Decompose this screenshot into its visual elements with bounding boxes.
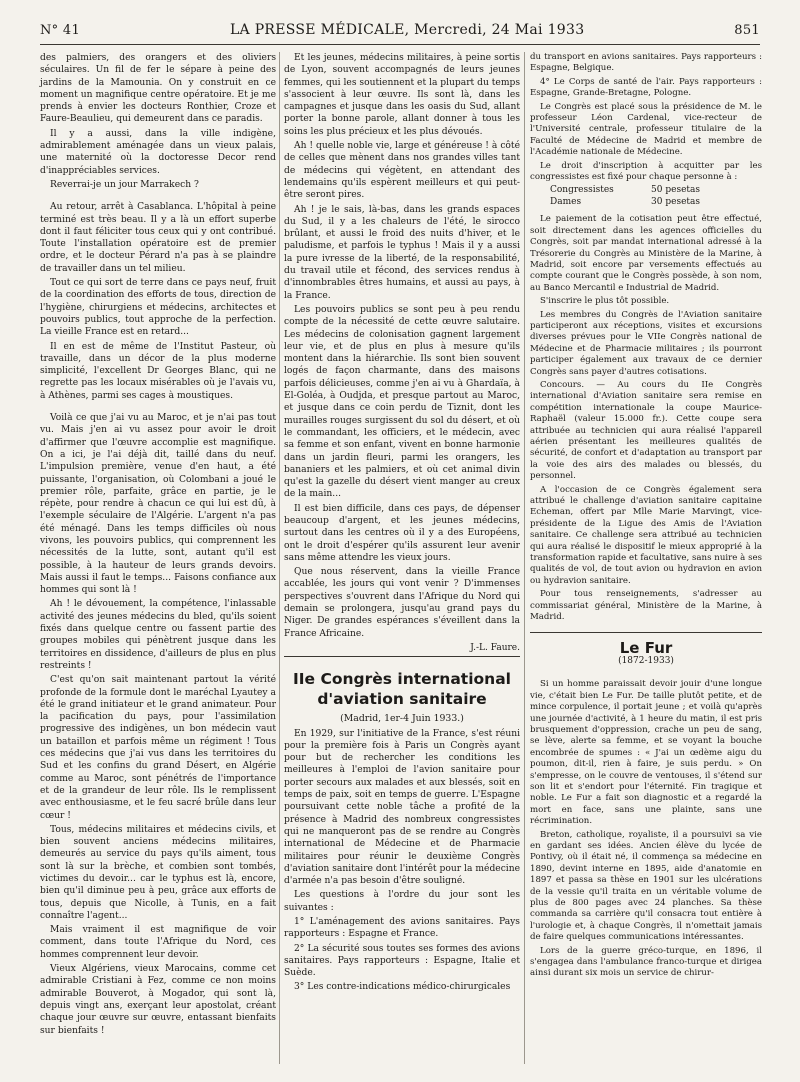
paragraph: Il est bien difficile, dans ces pays, de dépenser beaucoup d'argent, et les jeunes médecins, surtout dans les centres où il y a des Européens, ont le droit d'espérer qu'ils assurent leur avenir sans même attendre les vieux jours. bbox=[284, 503, 520, 563]
paragraph: Reverrai-je un jour Marrakech ? bbox=[50, 179, 199, 190]
journal-title: LA PRESSE MÉDICALE, Mercredi, 24 Mai 1933 bbox=[229, 22, 585, 38]
congress-subtitle: (Madrid, 1er-4 Juin 1933.) bbox=[340, 713, 464, 725]
fee-table bbox=[550, 185, 762, 208]
page-number: 851 bbox=[734, 23, 760, 38]
paragraph: du transport en avions sanitaires. Pays rapporteurs : Espagne, Belgique. bbox=[530, 52, 762, 74]
obituary-title: Le Fur bbox=[619, 638, 673, 657]
fee-row bbox=[550, 197, 700, 208]
paragraph: Ah ! quelle noble vie, large et généreuse ! à côté de celles que mènent dans nos grandes villes tant de médecins qui végètent, en attendant des lendemains qu'ils espèrent meilleurs et qui peut-être seront pires. bbox=[284, 141, 520, 201]
paragraph: 1° L'aménagement des avions sanitaires. Pays rapporteurs : Espagne et France. bbox=[284, 917, 520, 940]
paragraph: Tout ce qui sort de terre dans ce pays neuf, fruit de la coordination des efforts de tous, direction de l'hygiène, chirurgiens et médecins, architectes et pouvoirs publics, tout approche de la perfection. La vieille France est en retard... bbox=[40, 278, 276, 338]
section-rule bbox=[284, 656, 520, 657]
fee-label: Dames bbox=[550, 196, 582, 207]
paragraph: Il en est de même de l'Institut Pasteur, où travaille, dans un décor de la plus moderne simplicité, l'excellent Dr Georges Blanc, qui ne regrette pas les locaux misérables où je l'avais vu, à Athènes, parmi ses cages à moustiques. bbox=[40, 341, 276, 401]
issue-number: N° 41 bbox=[40, 23, 81, 38]
column-divider bbox=[279, 52, 280, 1064]
paragraph: Tous, médecins militaires et médecins civils, et bien souvent anciens médecins militaires, demeurés au service du pays qu'ils aiment, tous sont là sur la brèche, et combien sont tombés, victimes du devoir... car le typhus est là, encore, bien qu'il diminue peu à peu, grâce aux efforts de tous, depuis que Nicolle, à Tunis, en a fait connaître l'agent... bbox=[40, 824, 276, 921]
column-2 bbox=[284, 52, 520, 996]
paragraph: A l'occasion de ce Congrès également sera attribué le challenge d'aviation sanitaire capitaine Echeman, offert par Mlle Marie Marvingt, vice-présidente de la Ligue des Amis de l'Aviation sanitaire. Ce challenge sera attribué au technicien qui aura réalisé le dispositif le mieux approprié à la transformation rapide et facultative, sans nuire à ses qualités de vol, de tout avion ou hydravion en avion ou hydravion sanitaire. bbox=[530, 484, 762, 586]
paragraph: 4° Le Corps de santé de l'air. Pays rapporteurs : Espagne, Grande-Bretagne, Pologne. bbox=[530, 76, 762, 99]
column-divider bbox=[524, 52, 525, 1064]
congress-title: IIe Congrès international d'aviation sanitaire bbox=[293, 670, 511, 709]
paragraph: des palmiers, des orangers et des oliviers séculaires. Un fil de fer le sépare à peine des jardins de la Mamounia. On y construit en ce moment un magnifique centre opératoire. Et je me prends à envier les docteurs Ronthier, Croze et Faure-Beaulieu, qui demeurent dans ce paradis. bbox=[40, 53, 276, 125]
paragraph: Pour tous renseignements, s'adresser au commissariat général, Ministère de la Marine, à Madrid. bbox=[530, 589, 762, 623]
paragraph: Le paiement de la cotisation peut être effectué, soit directement dans les agences officielles du Congrès, soit par mandat international adressé à la Trésorerie du Congrès au Ministère de la Marine, à Madrid, soit encore par versements effectués au compte courant que le Congrès possède, à son nom, au Banco Mercantil e Industrial de Madrid. bbox=[530, 214, 762, 293]
running-header bbox=[40, 22, 760, 44]
paragraph: Le droit d'inscription à acquitter par les congressistes est fixé pour chaque personne à : bbox=[530, 160, 762, 183]
author-signature: J.-L. Faure. bbox=[470, 642, 520, 653]
header-rule bbox=[40, 44, 760, 45]
paragraph: Les questions à l'ordre du jour sont les suivantes : bbox=[284, 890, 520, 913]
paragraph: Le Congrès est placé sous la présidence de M. le professeur Léon Cardenal, vice-recteur de l'Université centrale, professeur titulaire de la Faculté de Médecine de Madrid et membre de l'Académie nationale de Médecine. bbox=[530, 101, 762, 158]
paragraph: Mais vraiment il est magnifique de voir comment, dans toute l'Afrique du Nord, ces hommes comprennent leur devoir. bbox=[40, 925, 276, 960]
paragraph: Ah ! je le sais, là-bas, dans les grands espaces du Sud, il y a les chaleurs de l'été, le sirocco brûlant, et aussi le froid des nuits d'hiver, et le paludisme, et parfois le typhus ! Mais il y a aussi la pure ivresse de la liberté, de la responsabilité, du travail utile et fécond, des services rendus à d'innombrables êtres humains, et aussi au pays, à la France. bbox=[284, 204, 520, 301]
paragraph: Vieux Algériens, vieux Marocains, comme cet admirable Cristiani à Fez, comme ce non moins admirable Bouverot, à Mogador, qui sont là, depuis vingt ans, exerçant leur apostolat, créant chaque jour œuvre sur œuvre, entassant bienfaits sur bienfaits ! bbox=[40, 964, 276, 1036]
paragraph: Les pouvoirs publics se sont peu à peu rendu compte de la nécessité de cette œuvre salutaire. Les médecins de colonisation gagnent largement leur vie, et de plus en plus à mesure qu'ils montent dans la hiérarchie. Ils sont bien souvent logés de façon charmante, dans des maisons parfois délicieuses, comme j'en ai vu à Ghardaïa, à El-Goléa, à Oudjda, et presque partout au Maroc, et jusque dans ce coin perdu de Tiznit, dont les murailles rouges surgissent du sol du désert, et où le commandant, les officiers, et le médecin, avec sa femme et son enfant, vivent en bonne harmonie dans un jardin fleuri, parmi les orangers, les bananiers et les palmiers, et où cet animal divin qu'est la gazelle du désert vient manger au creux de la main... bbox=[284, 304, 520, 500]
paragraph: 3° Les contre-indications médico-chirurgicales bbox=[294, 982, 511, 993]
paragraph: Et les jeunes, médecins militaires, à peine sortis de Lyon, souvent accompagnés de leurs jeunes femmes, qui les soutiennent et la plupart du temps s'associent à leur œuvre. Ils sont là, dans les campagnes et jusque dans les oasis du Sud, allant porter la bonne parole, allant donner à tous les soins les plus précieux et les plus dévoués. bbox=[284, 53, 520, 137]
paragraph: Concours. — Au cours du IIe Congrès international d'Aviation sanitaire sera remise en compétition internationale la coupe Maurice-Raphaël (valeur 15.000 fr.). Cette coupe sera attribuée au technicien qui aura réalisé l'appareil aérien présentant les meilleures qualités de sécurité, de confort et d'adaptation au transport par la voie des airs des malades ou blessés, du personnel. bbox=[530, 379, 762, 482]
column-3 bbox=[530, 52, 762, 982]
fee-row bbox=[550, 185, 700, 196]
paragraph: C'est qu'on sait maintenant partout la vérité profonde de la formule dont le maréchal Lyautey a été le grand initiateur et le grand animateur. Pour la pacification du pays, pour l'assimilation progressive des indigènes, un bon médecin vaut un bataillon et parfois même un régiment ! Tous ces médecins que j'ai vus dans les territoires du Sud et les confins du grand Désert, en Algérie comme au Maroc, sont pénétrés de l'importance et de la grandeur de leur rôle. Ils le remplissent avec enthousiasme, et le feu sacré brûle dans leur cœur ! bbox=[40, 675, 276, 821]
paragraph: Ah ! le dévouement, la compétence, l'inlassable activité des jeunes médecins du bled, qu'ils soient fixés dans quelque centre ou fassent partie des groupes mobiles qui pénètrent jusque dans les territoires en dissidence, d'ailleurs de plus en plus restreints ! bbox=[40, 599, 276, 671]
obituary-dates: (1872-1933) bbox=[618, 655, 674, 666]
paragraph: Au retour, arrêt à Casablanca. L'hôpital à peine terminé est très beau. Il y a là un effort superbe dont il faut féliciter tous ceux qui y ont contribué. Toute l'installation opératoire est de premier ordre, et le docteur Pérard n'a pas à se plaindre de travailler dans un tel milieu. bbox=[40, 202, 276, 274]
paragraph: Les membres du Congrès de l'Aviation sanitaire participeront aux réceptions, visites et excursions diverses prévues pour le VIIe Congrès national de Médecine et de Pharmacie militaires ; ils pourront participer également aux travaux de ce dernier Congrès sans payer d'autres cotisations. bbox=[530, 309, 762, 377]
fee-value: 30 pesetas bbox=[651, 196, 700, 207]
paragraph: Si un homme paraissait devoir jouir d'une longue vie, c'était bien Le Fur. De taille plutôt petite, et de mince corpulence, il portait jeune ; et voilà qu'après une journée d'activité, à 1 heure du matin, il est pris brusquement d'oppression, crache un peu de sang, se lève, alerte sa femme, et se voyant la bouche encombrée de spumes : « J'ai un œdème aigu du poumon, dit-il, rien à faire, je suis perdu. » On s'empresse, on le couvre de ventouses, il s'étend sur son lit et s'endort pour l'éternité. Fin tragique et noble. Le Fur a fait son diagnostic et a regardé la mort en face, sans une plainte, sans une récrimination. bbox=[530, 679, 762, 827]
section-rule bbox=[530, 632, 762, 633]
paragraph: En 1929, sur l'initiative de la France, s'est réuni pour la première fois à Paris un Congrès ayant pour but de rechercher les conditions les meilleures à l'emploi de l'avion sanitaire pour porter secours aux malades et aux blessés, soit en temps de paix, soit en temps de guerre. L'Espagne poursuivant cette noble tâche a profité de la présence à Madrid des nombreux congressistes qui ne manqueront pas de se rendre au Congrès international de Médecine et de Pharmacie militaires pour réunir le deuxième Congrès d'aviation sanitaire dont l'intérêt pour la médecine d'armée n'a pas besoin d'être souligné. bbox=[284, 728, 520, 887]
paragraph: 2° La sécurité sous toutes ses formes des avions sanitaires. Pays rapporteurs : Espagne, Italie et Suède. bbox=[284, 943, 520, 979]
column-1 bbox=[40, 52, 276, 1039]
paragraph: S'inscrire le plus tôt possible. bbox=[540, 296, 670, 307]
fee-label: Congressistes bbox=[550, 185, 614, 196]
paragraph: Voilà ce que j'ai vu au Maroc, et je n'ai pas tout vu. Mais j'en ai vu assez pour avoir le droit d'affirmer que l'œuvre accomplie est magnifique. On a ici, je l'ai déjà dit, taillé dans du neuf. L'impulsion première, venue d'en haut, a été puissante, l'organisation, où Colombani a joué le premier rôle, parfaite, grâce en partie, je le répète, pour rendre à chacun ce qui lui est dû, à l'exemple séculaire de l'Algérie. L'argent n'a pas été ménagé. Dans les temps difficiles où nous vivons, les pouvoirs publics, qui comprennent les nécessités de la lutte, sont, autant qu'il est possible, à la hauteur de leurs grands devoirs. Mais aussi il faut le temps... Faisons confiance aux hommes qui sont là ! bbox=[40, 413, 276, 596]
fee-value: 50 pesetas bbox=[651, 185, 700, 196]
paragraph: Breton, catholique, royaliste, il a poursuivi sa vie en gardant ses idées. Ancien élève du lycée de Pontivy, où il était né, il commença sa médecine en 1890, devint interne en 1895, aide d'anatomie en 1897 et passa sa thèse en 1901 sur les ulcérations de la vessie qu'il traita en un véritable volume de plus de 800 pages avec 24 planches. Sa thèse commanda sa carrière qu'il consacra tout entière à l'urologie et, à chaque Congrès, il n'omettait jamais de faire quelques communications intéressantes. bbox=[530, 829, 762, 943]
paragraph: Lors de la guerre gréco-turque, en 1896, il s'engagea dans l'ambulance franco-turque et dirigea ainsi durant six mois un service de chirur- bbox=[530, 945, 762, 979]
paragraph: Que nous réservent, dans la vieille France accablée, les jours qui vont venir ? D'immenses perspectives s'ouvrent dans l'Afrique du Nord qui demain se prolongera, jusqu'au grand pays du Niger. De grandes espérances s'éveillent dans la France Africaine. bbox=[284, 567, 520, 639]
paragraph: Il y a aussi, dans la ville indigène, admirablement aménagée dans un vieux palais, une maternité où la doctoresse Decor rend d'inappréciables services. bbox=[40, 128, 276, 176]
